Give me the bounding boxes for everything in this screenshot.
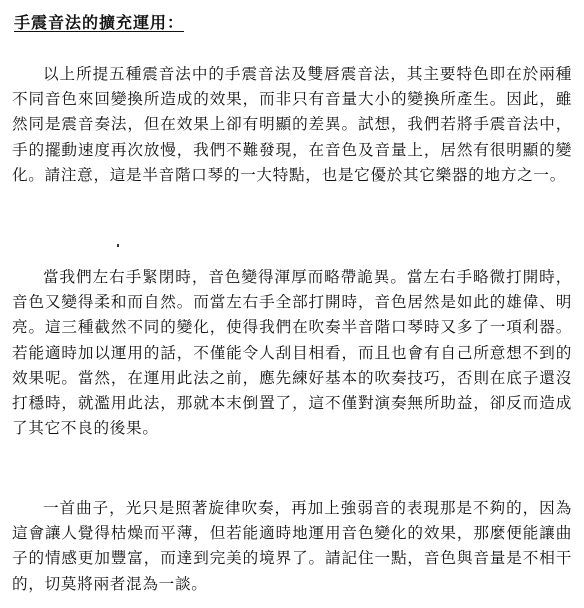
paragraph-2: 當我們左右手緊閉時，音色變得渾厚而略帶詭異。當左右手略微打開時，音色又變得柔和而自然。而當左右手全部打開時，音色居然是如此的雄偉、明亮。這三種截然不同的變化，使得我們在吹奏半音階口琴時又多了一項利器。若能適時加以運用的話，不僅能令人刮目相看，而且也會有自己所意想不到的效果呢。當然，在運用此法之前，應先練好基本的吹奏技巧，否則在底子還沒打穩時，就濫用此法，那就本末倒置了，這不僅對演奏無所助益，卻反而造成了其它不良的後果。 (12, 268, 572, 438)
paragraph-1: 以上所提五種震音法中的手震音法及雙唇震音法，其主要特色即在於兩種不同音色來回變換所造成的效果，而非只有音量大小的變換所產生。因此，雖然同是震音奏法，但在效果上卻有明顯的差異。試想，我們若將手震音法中，手的擺動速度再次放慢，我們不難發現，在音色及音量上，居然有很明顯的變化。請注意，這是半音階口琴的一大特點，也是它優於其它樂器的地方之一。 (12, 65, 572, 184)
section-title: 手震音法的擴充運用： (14, 13, 185, 32)
paragraph-3: 一首曲子，光只是照著旋律吹奏，再加上強弱音的表現那是不夠的，因為這會讓人覺得枯燥而平薄，但若能適時地運用音色變化的效果，那麼便能讓曲子的情感更加豐富，而達到完美的境界了。請記住一點，音色與音量是不相干的，切莫將兩者混為一談。 (12, 499, 572, 593)
scan-speck (117, 244, 119, 247)
